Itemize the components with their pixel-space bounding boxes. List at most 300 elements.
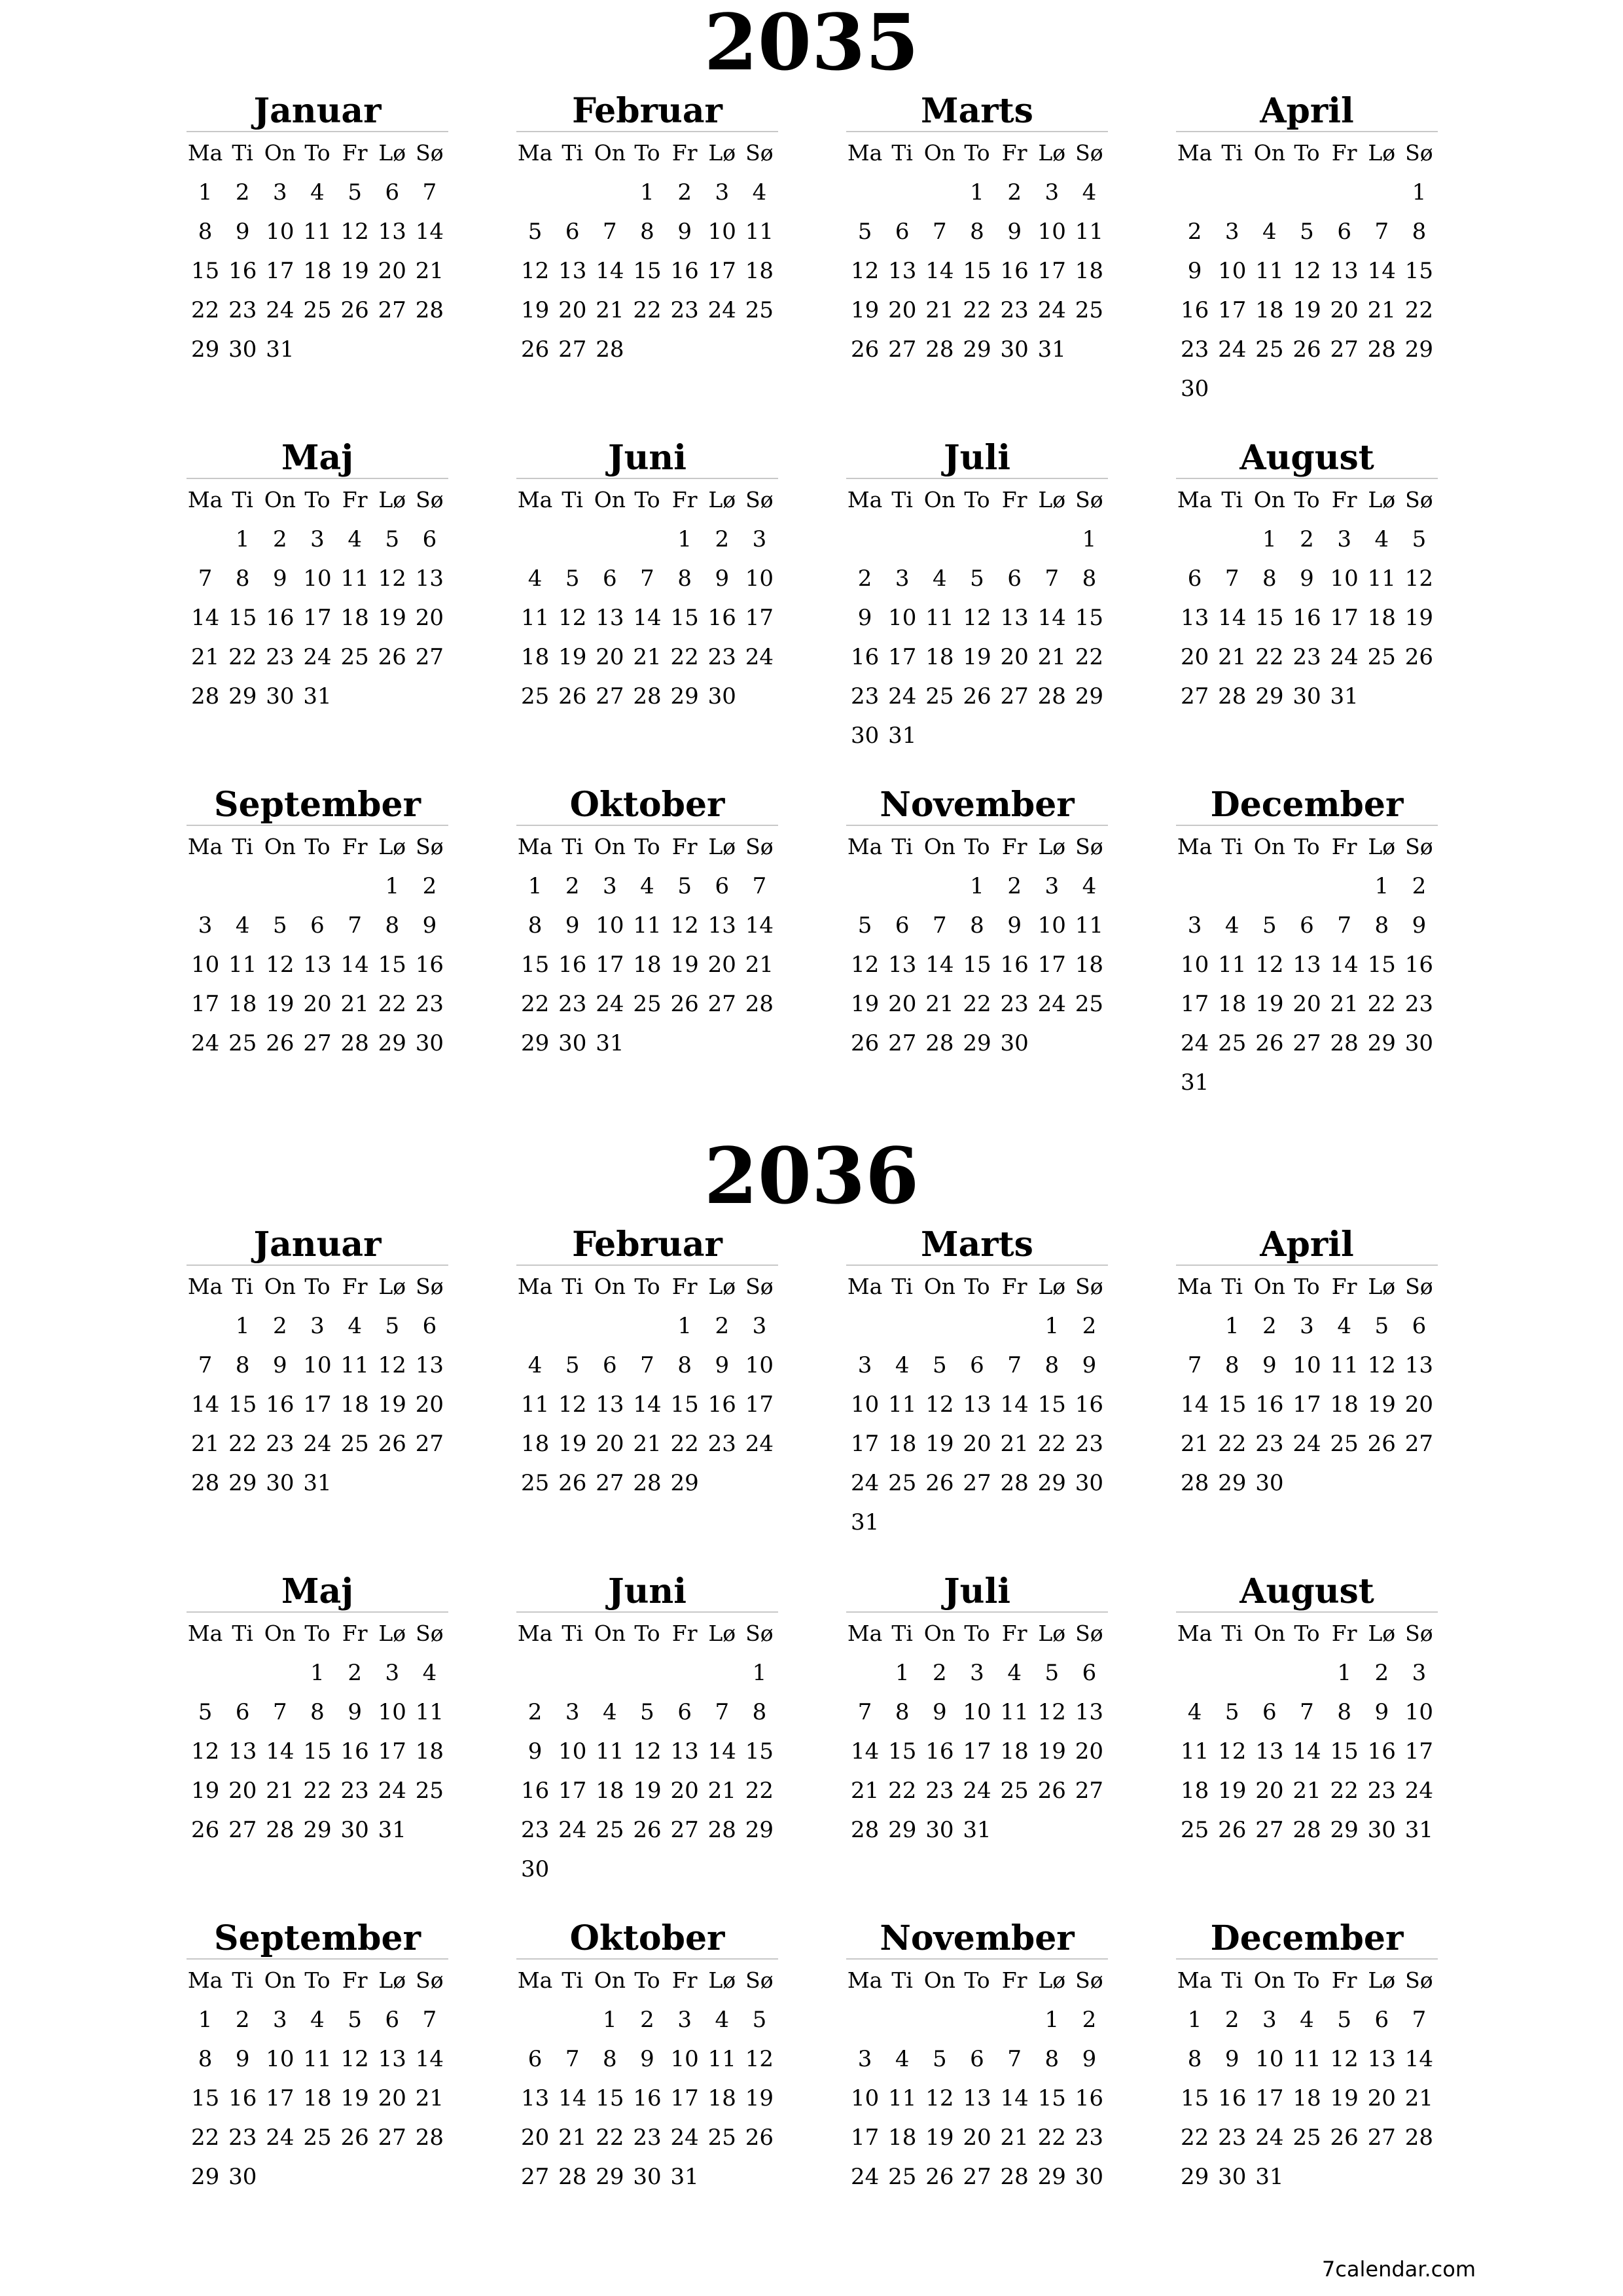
day-cell: 16: [707, 605, 736, 631]
day-cell: 4: [348, 1313, 362, 1339]
day-cell: 28: [1404, 2125, 1434, 2151]
day-cell: 31: [378, 1817, 406, 1843]
weekday-header: Sø: [1075, 140, 1103, 166]
month-name: August: [1176, 439, 1438, 479]
weekday-header: Sø: [745, 1621, 774, 1646]
day-cell: 20: [228, 1778, 257, 1804]
day-cell: 9: [273, 1352, 287, 1378]
day-cell: 4: [527, 565, 543, 592]
day-cell: 13: [1255, 1738, 1284, 1765]
day-cell: 1: [527, 873, 543, 899]
day-cell: 14: [340, 952, 369, 978]
day-cell: 31: [1330, 683, 1359, 709]
day-cell: 10: [266, 2046, 294, 2072]
day-cell: 4: [640, 873, 654, 899]
empty-day-cell: [846, 2000, 883, 2039]
day-cell: 15: [1075, 605, 1104, 631]
day-cell: 23: [925, 1778, 954, 1804]
day-cell: 10: [303, 565, 332, 592]
weekday-header: Ti: [562, 1621, 583, 1646]
day-cell: 5: [1224, 1699, 1240, 1725]
day-grid: [846, 827, 1108, 1063]
day-cell: 24: [850, 2164, 880, 2190]
day-cell: 28: [266, 1817, 294, 1843]
day-cell: 18: [745, 258, 774, 284]
day-cell: 20: [707, 952, 736, 978]
day-cell: 26: [520, 336, 550, 363]
month-block: [846, 1572, 1108, 1850]
day-cell: 3: [1337, 526, 1351, 552]
day-cell: 1: [1044, 1313, 1060, 1339]
day-cell: 24: [303, 644, 332, 670]
weekday-header: To: [1294, 140, 1320, 166]
day-cell: 27: [378, 297, 406, 323]
day-cell: 26: [1037, 1778, 1066, 1804]
day-cell: 20: [1367, 2085, 1396, 2111]
day-cell: 8: [752, 1699, 767, 1725]
day-cell: 9: [1374, 1699, 1389, 1725]
day-cell: 24: [1330, 644, 1359, 670]
weekday-header: Ti: [232, 1967, 253, 1993]
day-cell: 19: [378, 605, 406, 631]
day-cell: 24: [558, 1817, 587, 1843]
day-cell: 11: [340, 565, 369, 592]
day-cell: 15: [228, 605, 257, 631]
weekday-header: Ma: [847, 1967, 883, 1993]
day-cell: 1: [1082, 526, 1097, 552]
day-cell: 23: [228, 297, 257, 323]
weekday-header: On: [1253, 1967, 1285, 1993]
day-cell: 3: [273, 2007, 287, 2033]
day-cell: 22: [228, 644, 257, 670]
day-cell: 11: [596, 1738, 624, 1765]
day-cell: 6: [527, 2046, 543, 2072]
day-cell: 2: [235, 2007, 250, 2033]
day-cell: 28: [1293, 1817, 1321, 1843]
day-cell: 18: [1075, 952, 1104, 978]
day-cell: 22: [745, 1778, 774, 1804]
day-cell: 4: [1262, 219, 1277, 245]
day-cell: 11: [1330, 1352, 1359, 1378]
weekday-header: On: [594, 1967, 626, 1993]
empty-day-cell: [1176, 520, 1213, 559]
day-grid: [1176, 1267, 1438, 1503]
weekday-header: Lø: [378, 1274, 406, 1299]
empty-day-cell: [846, 1306, 883, 1346]
empty-day-cell: [921, 520, 958, 559]
day-cell: 9: [1007, 219, 1022, 245]
day-cell: 22: [190, 2125, 220, 2151]
day-cell: 27: [888, 1030, 917, 1056]
day-cell: 30: [266, 683, 294, 709]
day-cell: 28: [1000, 2164, 1029, 2190]
day-cell: 3: [895, 565, 910, 592]
day-cell: 16: [520, 1778, 550, 1804]
day-cell: 16: [1404, 952, 1434, 978]
day-cell: 29: [1218, 1470, 1247, 1496]
day-cell: 19: [378, 1391, 406, 1418]
day-cell: 27: [415, 1431, 444, 1457]
day-cell: 1: [1337, 1660, 1351, 1686]
day-cell: 23: [340, 1778, 369, 1804]
day-cell: 15: [963, 258, 991, 284]
month-name: Juni: [516, 439, 778, 479]
day-cell: 3: [1044, 179, 1060, 206]
day-cell: 16: [1180, 297, 1209, 323]
day-cell: 19: [266, 991, 294, 1017]
day-cell: 16: [633, 2085, 662, 2111]
day-cell: 31: [1404, 1817, 1434, 1843]
day-cell: 1: [1187, 2007, 1202, 2033]
site-credit: 7calendar.com: [1321, 2257, 1476, 2282]
day-grid: [846, 134, 1108, 369]
day-cell: 28: [1330, 1030, 1359, 1056]
empty-day-cell: [554, 173, 591, 212]
weekday-header: Ti: [562, 1967, 583, 1993]
day-cell: 16: [1255, 1391, 1284, 1418]
day-cell: 2: [1224, 2007, 1240, 2033]
empty-day-cell: [1176, 1653, 1213, 1693]
weekday-header: Ma: [187, 1967, 223, 1993]
day-cell: 8: [198, 2046, 213, 2072]
weekday-header: Fr: [1001, 487, 1027, 512]
day-cell: 17: [303, 605, 332, 631]
day-cell: 13: [888, 258, 917, 284]
day-cell: 2: [640, 2007, 654, 2033]
day-cell: 19: [670, 952, 699, 978]
day-cell: 3: [1300, 1313, 1314, 1339]
day-cell: 12: [340, 219, 369, 245]
day-cell: 16: [1075, 1391, 1104, 1418]
weekday-header: To: [634, 1621, 660, 1646]
weekday-header: Sø: [745, 140, 774, 166]
day-cell: 2: [1300, 526, 1314, 552]
day-cell: 24: [266, 2125, 294, 2151]
day-cell: 30: [1255, 1470, 1284, 1496]
day-cell: 28: [925, 1030, 954, 1056]
day-cell: 7: [422, 2007, 437, 2033]
day-cell: 11: [1180, 1738, 1209, 1765]
empty-day-cell: [187, 1306, 224, 1346]
day-cell: 12: [558, 605, 587, 631]
day-cell: 29: [1180, 2164, 1209, 2190]
day-cell: 12: [745, 2046, 774, 2072]
weekday-header: On: [1253, 834, 1285, 859]
day-cell: 10: [745, 1352, 774, 1378]
day-cell: 10: [850, 1391, 880, 1418]
weekday-header: Fr: [342, 834, 368, 859]
day-cell: 10: [1255, 2046, 1284, 2072]
weekday-header: Sø: [1075, 1621, 1103, 1646]
weekday-header: Sø: [1405, 140, 1433, 166]
weekday-header: To: [964, 1621, 990, 1646]
day-cell: 18: [520, 1431, 550, 1457]
day-cell: 20: [1075, 1738, 1104, 1765]
day-cell: 28: [707, 1817, 736, 1843]
day-cell: 19: [558, 644, 587, 670]
day-cell: 7: [422, 179, 437, 206]
weekday-header: Lø: [1038, 1967, 1066, 1993]
day-cell: 8: [527, 912, 543, 939]
day-cell: 11: [415, 1699, 444, 1725]
weekday-header: On: [264, 487, 296, 512]
day-cell: 5: [1262, 912, 1277, 939]
day-cell: 10: [745, 565, 774, 592]
day-cell: 25: [633, 991, 662, 1017]
day-cell: 11: [1000, 1699, 1029, 1725]
weekday-header: Sø: [416, 1967, 444, 1993]
day-cell: 26: [963, 683, 991, 709]
day-cell: 22: [1404, 297, 1434, 323]
day-cell: 8: [310, 1699, 325, 1725]
day-cell: 31: [303, 1470, 332, 1496]
day-cell: 12: [670, 912, 699, 939]
day-cell: 31: [1180, 1069, 1209, 1096]
day-cell: 10: [266, 219, 294, 245]
day-cell: 19: [850, 297, 880, 323]
weekday-header: Sø: [1075, 834, 1103, 859]
day-cell: 18: [888, 2125, 917, 2151]
day-cell: 9: [1262, 1352, 1277, 1378]
day-cell: 25: [303, 297, 332, 323]
day-cell: 2: [422, 873, 437, 899]
day-cell: 23: [1000, 297, 1029, 323]
empty-day-cell: [516, 520, 554, 559]
empty-day-cell: [224, 1653, 261, 1693]
day-cell: 29: [190, 336, 220, 363]
day-cell: 22: [1075, 644, 1104, 670]
day-cell: 9: [1187, 258, 1202, 284]
day-cell: 5: [857, 219, 872, 245]
day-cell: 22: [1037, 1431, 1066, 1457]
weekday-header: To: [304, 1967, 330, 1993]
day-cell: 5: [640, 1699, 654, 1725]
day-cell: 6: [677, 1699, 692, 1725]
weekday-header: To: [634, 1274, 660, 1299]
weekday-header: On: [594, 140, 626, 166]
day-cell: 6: [715, 873, 730, 899]
day-cell: 27: [228, 1817, 257, 1843]
day-cell: 13: [1075, 1699, 1104, 1725]
month-name: December: [1176, 1919, 1438, 1960]
day-cell: 21: [1037, 644, 1066, 670]
day-cell: 12: [1330, 2046, 1359, 2072]
day-cell: 14: [415, 2046, 444, 2072]
weekday-header: On: [594, 834, 626, 859]
day-cell: 11: [1367, 565, 1396, 592]
day-cell: 25: [340, 1431, 369, 1457]
day-cell: 18: [707, 2085, 736, 2111]
day-cell: 28: [850, 1817, 880, 1843]
day-cell: 6: [1007, 565, 1022, 592]
day-cell: 6: [565, 219, 580, 245]
weekday-header: To: [304, 834, 330, 859]
day-cell: 20: [378, 2085, 406, 2111]
day-cell: 17: [266, 2085, 294, 2111]
day-cell: 5: [273, 912, 287, 939]
day-grid: [516, 827, 778, 1063]
day-cell: 26: [850, 1030, 880, 1056]
day-cell: 18: [1293, 2085, 1321, 2111]
day-cell: 4: [1007, 1660, 1022, 1686]
weekday-header: On: [1253, 140, 1285, 166]
day-cell: 30: [1075, 2164, 1104, 2190]
day-cell: 13: [520, 2085, 550, 2111]
weekday-header: Lø: [378, 487, 406, 512]
day-cell: 12: [1218, 1738, 1247, 1765]
day-cell: 9: [1082, 1352, 1097, 1378]
empty-day-cell: [1288, 173, 1325, 212]
day-cell: 9: [527, 1738, 543, 1765]
day-cell: 24: [303, 1431, 332, 1457]
day-cell: 8: [970, 912, 984, 939]
empty-day-cell: [1288, 1653, 1325, 1693]
day-cell: 12: [1367, 1352, 1396, 1378]
day-cell: 23: [1255, 1431, 1284, 1457]
weekday-header: Lø: [1368, 1967, 1396, 1993]
day-cell: 24: [378, 1778, 406, 1804]
day-cell: 8: [1082, 565, 1097, 592]
day-grid: [516, 134, 778, 369]
day-cell: 12: [1404, 565, 1434, 592]
day-cell: 20: [303, 991, 332, 1017]
day-cell: 10: [378, 1699, 406, 1725]
day-cell: 3: [1187, 912, 1202, 939]
day-grid: [846, 1961, 1108, 2197]
day-grid: [846, 480, 1108, 755]
day-cell: 4: [235, 912, 250, 939]
weekday-header: To: [304, 1621, 330, 1646]
day-cell: 4: [1082, 179, 1097, 206]
day-cell: 13: [558, 258, 587, 284]
day-cell: 2: [1262, 1313, 1277, 1339]
day-cell: 9: [1007, 912, 1022, 939]
day-cell: 28: [340, 1030, 369, 1056]
day-cell: 15: [228, 1391, 257, 1418]
day-cell: 3: [857, 1352, 872, 1378]
day-cell: 19: [1255, 991, 1284, 1017]
day-cell: 5: [933, 2046, 947, 2072]
day-cell: 5: [565, 1352, 580, 1378]
month-block: [1176, 1919, 1438, 2197]
day-cell: 9: [1300, 565, 1314, 592]
day-grid: [1176, 480, 1438, 716]
day-cell: 4: [603, 1699, 617, 1725]
day-cell: 17: [1037, 258, 1066, 284]
day-cell: 16: [1218, 2085, 1247, 2111]
weekday-header: Lø: [708, 487, 736, 512]
weekday-header: On: [594, 487, 626, 512]
day-cell: 22: [1367, 991, 1396, 1017]
day-cell: 23: [415, 991, 444, 1017]
day-cell: 15: [1037, 2085, 1066, 2111]
weekday-header: Ti: [562, 834, 583, 859]
day-cell: 26: [925, 1470, 954, 1496]
day-cell: 5: [970, 565, 984, 592]
day-cell: 19: [925, 2125, 954, 2151]
empty-day-cell: [883, 520, 921, 559]
day-cell: 27: [1255, 1817, 1284, 1843]
weekday-header: On: [923, 1967, 955, 1993]
day-cell: 25: [888, 2164, 917, 2190]
day-cell: 23: [520, 1817, 550, 1843]
day-cell: 7: [565, 2046, 580, 2072]
empty-day-cell: [996, 1306, 1033, 1346]
day-cell: 1: [235, 1313, 250, 1339]
day-cell: 28: [415, 297, 444, 323]
day-cell: 6: [310, 912, 325, 939]
month-block: [516, 439, 778, 716]
weekday-header: Fr: [671, 140, 698, 166]
day-cell: 1: [198, 179, 213, 206]
day-cell: 23: [670, 297, 699, 323]
weekday-header: To: [634, 834, 660, 859]
day-cell: 28: [1367, 336, 1396, 363]
day-cell: 4: [527, 1352, 543, 1378]
day-cell: 9: [715, 565, 730, 592]
weekday-header: On: [923, 834, 955, 859]
day-cell: 1: [1374, 873, 1389, 899]
day-cell: 15: [520, 952, 550, 978]
day-grid: [1176, 1614, 1438, 1850]
empty-day-cell: [958, 2000, 995, 2039]
day-cell: 12: [1293, 258, 1321, 284]
day-cell: 6: [385, 179, 400, 206]
day-cell: 20: [415, 1391, 444, 1418]
empty-day-cell: [1176, 1306, 1213, 1346]
day-cell: 14: [850, 1738, 880, 1765]
day-cell: 26: [558, 1470, 587, 1496]
month-block: [187, 1572, 448, 1850]
day-cell: 9: [348, 1699, 362, 1725]
day-cell: 20: [520, 2125, 550, 2151]
day-cell: 29: [228, 683, 257, 709]
day-cell: 20: [1293, 991, 1321, 1017]
day-cell: 11: [1218, 952, 1247, 978]
day-cell: 1: [677, 1313, 692, 1339]
day-cell: 18: [1367, 605, 1396, 631]
day-cell: 11: [303, 2046, 332, 2072]
day-cell: 20: [1330, 297, 1359, 323]
day-cell: 7: [857, 1699, 872, 1725]
empty-day-cell: [704, 1653, 741, 1693]
day-cell: 28: [745, 991, 774, 1017]
day-cell: 15: [963, 952, 991, 978]
empty-day-cell: [921, 2000, 958, 2039]
day-cell: 13: [415, 1352, 444, 1378]
day-cell: 6: [603, 1352, 617, 1378]
day-cell: 8: [235, 565, 250, 592]
day-cell: 26: [670, 991, 699, 1017]
day-cell: 6: [1337, 219, 1351, 245]
day-cell: 4: [1374, 526, 1389, 552]
day-cell: 30: [707, 683, 736, 709]
day-cell: 22: [670, 644, 699, 670]
day-cell: 30: [558, 1030, 587, 1056]
day-cell: 16: [228, 2085, 257, 2111]
day-cell: 29: [670, 1470, 699, 1496]
weekday-header: Sø: [1405, 834, 1433, 859]
day-cell: 17: [745, 605, 774, 631]
day-cell: 16: [670, 258, 699, 284]
day-cell: 8: [198, 219, 213, 245]
day-cell: 30: [1075, 1470, 1104, 1496]
day-cell: 1: [895, 1660, 910, 1686]
weekday-header: Ma: [187, 1274, 223, 1299]
day-cell: 13: [596, 605, 624, 631]
day-cell: 17: [1180, 991, 1209, 1017]
day-cell: 26: [1367, 1431, 1396, 1457]
